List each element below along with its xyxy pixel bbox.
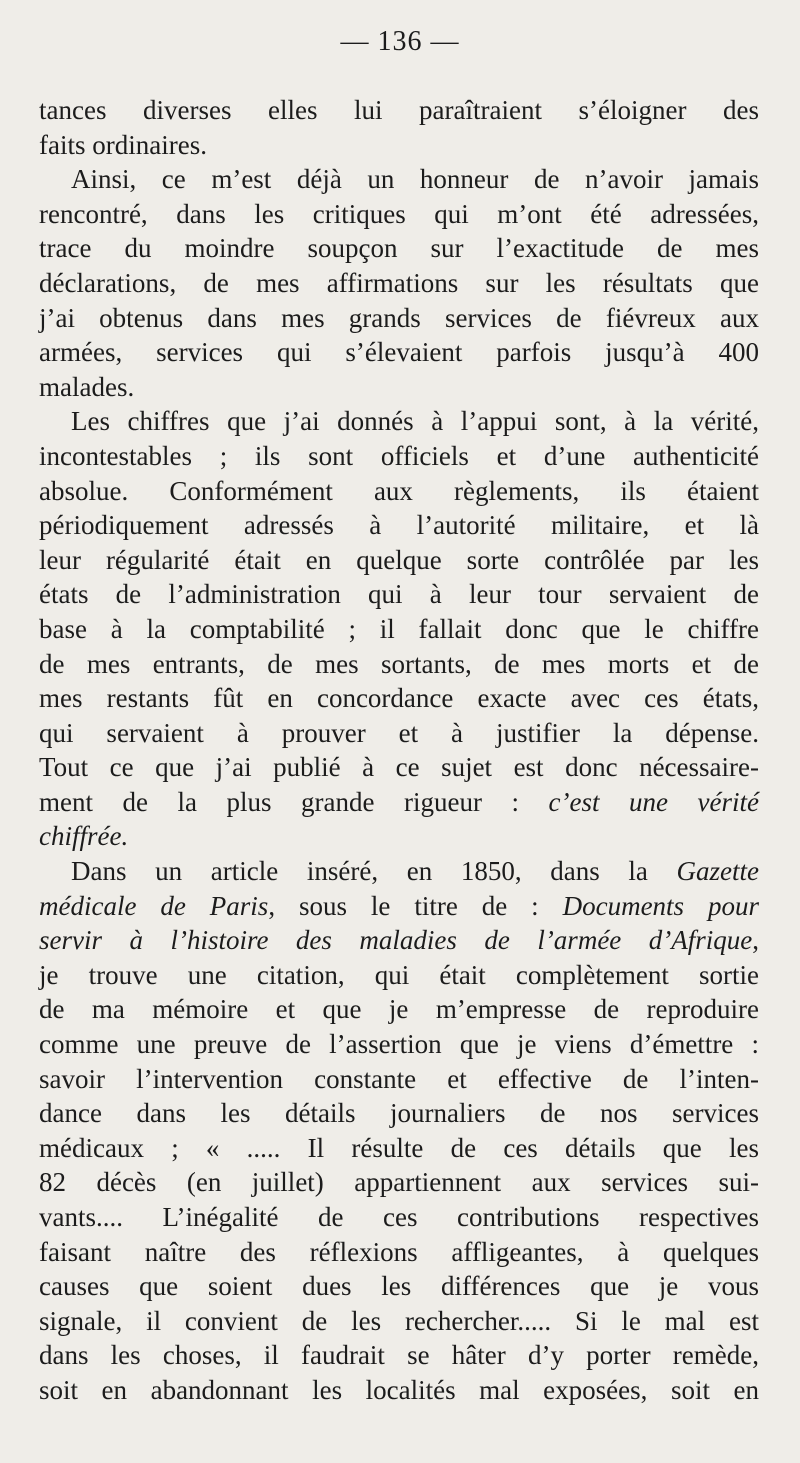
text-segment: déclarations, de mes affirmations sur les résultats que bbox=[39, 267, 759, 298]
text-line bbox=[39, 1165, 759, 1200]
text-segment: tances diverses elles lui paraîtraient s’éloigner des bbox=[39, 95, 759, 125]
text-line bbox=[39, 543, 759, 578]
italic-text-segment: Documents pour bbox=[562, 890, 760, 921]
text-segment: Dans un article inséré, en 1850, dans la bbox=[71, 856, 677, 887]
italic-text-segment: servir à l’histoire des maladies de l’armée d’Afrique bbox=[39, 925, 753, 956]
text-segment: de mes entrants, de mes sortants, de mes morts et de bbox=[39, 648, 759, 679]
text-line bbox=[39, 1200, 759, 1235]
text-segment: dance dans les détails journaliers de nos services bbox=[39, 1098, 759, 1129]
text-segment: armées, services qui s’élevaient parfois jusqu’à 400 bbox=[39, 337, 759, 368]
text-line bbox=[39, 508, 759, 543]
text-line bbox=[39, 577, 759, 612]
text-segment: vants.... L’inégalité de ces contributions respectives bbox=[39, 1202, 759, 1232]
text-segment: Tout ce que j’ai publié à ce sujet est donc nécessaire- bbox=[39, 752, 759, 783]
text-segment: , bbox=[752, 925, 759, 956]
text-segment: savoir l’intervention constante et effective de l’inten- bbox=[39, 1063, 759, 1094]
text-line bbox=[39, 819, 759, 854]
text-line bbox=[39, 1304, 759, 1339]
text-segment: qui servaient à prouver et à justifier la dépense. bbox=[39, 717, 759, 748]
text-segment: malades. bbox=[39, 371, 135, 402]
text-line bbox=[39, 335, 759, 370]
text-line bbox=[39, 370, 759, 405]
text-line bbox=[39, 854, 759, 889]
text-segment: dans les choses, il faudrait se hâter d’y porter remède, bbox=[39, 1340, 759, 1371]
text-line bbox=[39, 231, 759, 266]
text-segment: rencontré, dans les critiques qui m’ont été adressées, bbox=[39, 198, 759, 229]
text-segment: périodiquement adressés à l’autorité militaire, et là bbox=[39, 510, 759, 541]
text-line bbox=[39, 162, 759, 197]
text-segment: je trouve une citation, qui était complètement sortie bbox=[39, 959, 759, 990]
text-line bbox=[39, 992, 759, 1027]
text-segment: absolue. Conformément aux règlements, ils étaient bbox=[39, 475, 759, 506]
text-segment: signale, il convient de les rechercher..... Si le mal est bbox=[39, 1305, 759, 1336]
text-line bbox=[39, 93, 759, 128]
text-line bbox=[39, 301, 759, 336]
text-segment: Les chiffres que j’ai donnés à l’appui sont, à la vérité, bbox=[71, 406, 759, 437]
text-line bbox=[39, 1338, 759, 1373]
text-line bbox=[39, 958, 759, 993]
text-segment: , sous le titre de : bbox=[268, 890, 563, 921]
text-segment: trace du moindre soupçon sur l’exactitude de mes bbox=[39, 233, 759, 264]
page-number: — 136 — bbox=[340, 26, 460, 57]
text-segment: 82 décès (en juillet) appartiennent aux services sui- bbox=[39, 1167, 759, 1198]
text-line bbox=[39, 439, 759, 474]
text-line bbox=[39, 128, 759, 163]
text-line bbox=[39, 785, 759, 820]
text-line bbox=[39, 1131, 759, 1166]
text-segment: j’ai obtenus dans mes grands services de fiévreux aux bbox=[39, 302, 759, 333]
text-segment: de ma mémoire et que je m’empresse de reproduire bbox=[39, 994, 759, 1025]
text-segment: causes que soient dues les différences que je vous bbox=[39, 1271, 759, 1302]
text-segment: mes restants fût en concordance exacte avec ces états, bbox=[39, 683, 759, 714]
text-line bbox=[39, 647, 759, 682]
text-segment: soit en abandonnant les localités mal exposées, soit en bbox=[39, 1374, 759, 1405]
text-segment: incontestables ; ils sont officiels et d’une authenticité bbox=[39, 440, 759, 471]
italic-text-segment: c’est une vérité bbox=[548, 786, 759, 817]
text-line bbox=[39, 716, 759, 751]
text-line bbox=[39, 681, 759, 716]
italic-text-segment: chiffrée. bbox=[39, 821, 129, 852]
text-line bbox=[39, 923, 759, 958]
text-line bbox=[39, 612, 759, 647]
text-line bbox=[39, 1062, 759, 1097]
text-line bbox=[39, 1027, 759, 1062]
text-segment: faisant naître des réflexions affligeantes, à quelques bbox=[39, 1236, 759, 1267]
italic-text-segment: médicale de Paris bbox=[39, 890, 269, 921]
body-text bbox=[39, 93, 759, 1408]
text-line bbox=[39, 1096, 759, 1131]
text-segment: médicaux ; « ..... Il résulte de ces détails que les bbox=[39, 1132, 759, 1163]
text-line bbox=[39, 266, 759, 301]
text-line bbox=[39, 1373, 759, 1408]
text-line bbox=[39, 1235, 759, 1270]
text-line bbox=[39, 1269, 759, 1304]
text-segment: comme une preuve de l’assertion que je viens d’émettre : bbox=[39, 1029, 759, 1060]
text-line bbox=[39, 474, 759, 509]
text-segment: leur régularité était en quelque sorte contrôlée par les bbox=[39, 544, 759, 575]
text-line bbox=[39, 750, 759, 785]
text-segment: Ainsi, ce m’est déjà un honneur de n’avoir jamais bbox=[71, 164, 759, 195]
text-segment: faits ordinaires. bbox=[39, 129, 207, 160]
text-line bbox=[39, 889, 759, 924]
text-segment: base à la comptabilité ; il fallait donc que le chiffre bbox=[39, 613, 759, 644]
text-line bbox=[39, 404, 759, 439]
text-segment: ment de la plus grande rigueur : bbox=[39, 786, 549, 817]
text-segment: états de l’administration qui à leur tour servaient de bbox=[39, 579, 759, 610]
text-line bbox=[39, 197, 759, 232]
italic-text-segment: Gazette bbox=[676, 856, 759, 887]
